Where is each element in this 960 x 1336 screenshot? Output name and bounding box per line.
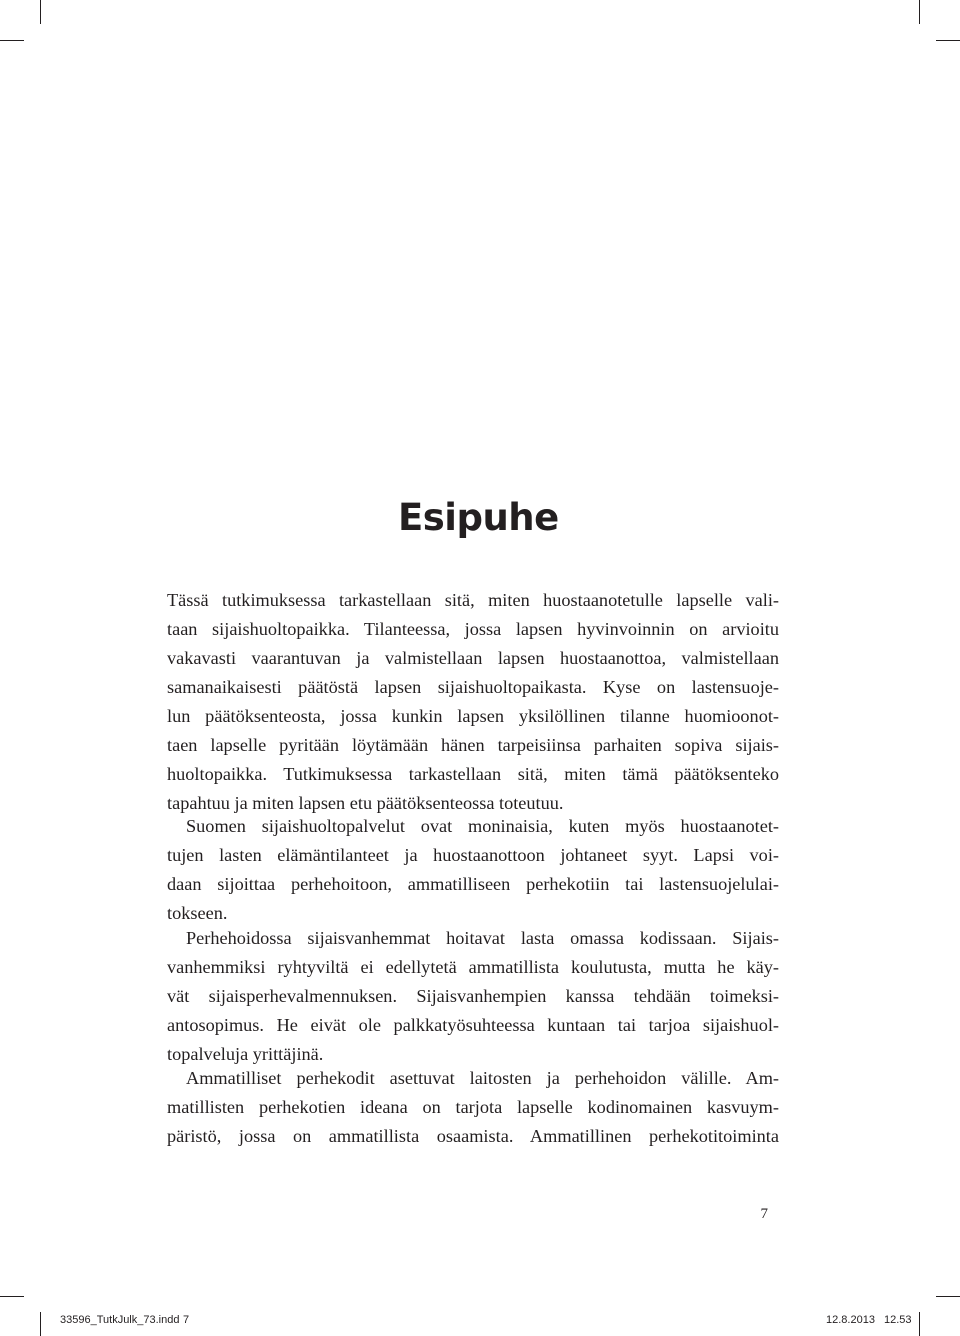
paragraph-line: antosopimus. He eivät ole palkkatyösuhteessa kuntaan tai tarjoa sijaishuol- <box>167 1015 779 1035</box>
paragraph-line: daan sijoittaa perhehoitoon, ammatilliseen perhekotiin tai lastensuojelulai- <box>167 874 779 894</box>
slug-filename: 33596_TutkJulk_73.indd <box>60 1314 180 1326</box>
crop-mark-top-left-vertical <box>40 0 41 24</box>
paragraph-line: Tässä tutkimuksessa tarkastellaan sitä, miten huostaanotetulle lapselle vali- <box>167 590 779 610</box>
paragraph-line: Suomen sijaishuoltopalvelut ovat moninaisia, kuten myös huostaanotet- <box>186 816 779 836</box>
paragraph-line: topalveluja yrittäjinä. <box>167 1044 324 1064</box>
page-title-text: Esipuhe <box>398 496 559 539</box>
paragraph-4 <box>167 1064 779 1151</box>
paragraph-line: taan sijaishuoltopaikka. Tilanteessa, jossa lapsen hyvinvoinnin on arvioitu <box>167 619 779 639</box>
paragraph-line: samanaikaisesti päätöstä lapsen sijaishuoltopaikasta. Kyse on lastensuoje- <box>167 677 779 697</box>
paragraph-line: vanhemmiksi ryhtyviltä ei edellytetä ammatillista koulutusta, mutta he käy- <box>167 957 779 977</box>
paragraph-line: tokseen. <box>167 903 228 923</box>
paragraph-line: matillisten perhekotien ideana on tarjota lapselle kodinomainen kasvuym- <box>167 1097 779 1117</box>
paragraph-line: tujen lasten elämäntilanteet ja huostaanottoon johtaneet syyt. Lapsi voi- <box>167 845 779 865</box>
page-number: 7 <box>760 1206 768 1222</box>
paragraph-line: vät sijaisperhevalmennuksen. Sijaisvanhempien kanssa tehdään toimeksi- <box>167 986 779 1006</box>
crop-mark-top-left-horizontal <box>0 40 24 41</box>
crop-mark-bottom-left-vertical <box>40 1312 41 1336</box>
paragraph-2 <box>167 812 779 928</box>
paragraph-line: tapahtuu ja miten lapsen etu päätöksenteossa toteutuu. <box>167 793 564 813</box>
paragraph-line: vakavasti vaarantuvan ja valmistellaan lapsen huostaanottoa, valmistellaan <box>167 648 779 668</box>
crop-mark-bottom-left-horizontal <box>0 1296 24 1297</box>
paragraph-line: taen lapselle pyritään löytämään hänen tarpeisiinsa parhaiten sopiva sijais- <box>167 735 779 755</box>
crop-mark-top-right-horizontal <box>936 40 960 41</box>
slug-time: 12.53 <box>884 1314 912 1326</box>
paragraph-line: päristö, jossa on ammatillista osaamista. Ammatillinen perhekotitoiminta <box>167 1126 779 1146</box>
slug-page: 7 <box>183 1314 190 1326</box>
crop-mark-bottom-right-horizontal <box>936 1296 960 1297</box>
slug-date: 12.8.2013 <box>826 1314 875 1326</box>
paragraph-line: lun päätöksenteosta, jossa kunkin lapsen yksilöllinen tilanne huomioonot- <box>167 706 779 726</box>
paragraph-1 <box>167 586 779 818</box>
crop-mark-top-right-vertical <box>919 0 920 24</box>
paragraph-3 <box>167 924 779 1069</box>
paragraph-line: Perhehoidossa sijaisvanhemmat hoitavat lasta omassa kodissaan. Sijais- <box>186 928 779 948</box>
paragraph-line: Ammatilliset perhekodit asettuvat laitosten ja perhehoidon välille. Am- <box>186 1068 779 1088</box>
page-title <box>398 496 559 539</box>
crop-mark-bottom-right-vertical <box>919 1312 920 1336</box>
paragraph-line: huoltopaikka. Tutkimuksessa tarkastellaan sitä, miten tämä päätöksenteko <box>167 764 779 784</box>
